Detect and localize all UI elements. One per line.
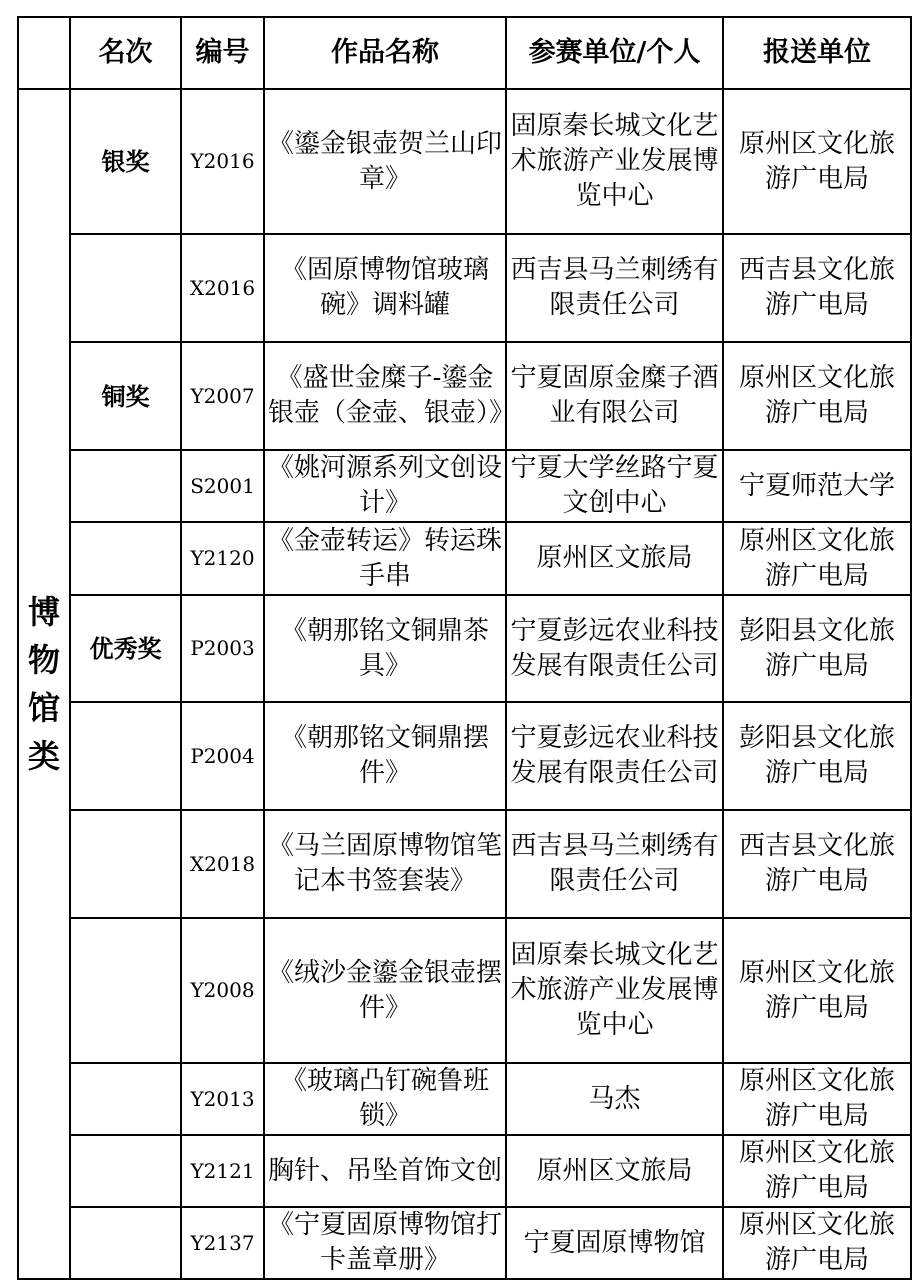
submitter-cell: 宁夏师范大学 [723,450,911,522]
rank-cell [70,1207,181,1279]
rank-cell: 银奖 [70,89,181,234]
rank-cell: 优秀奖 [70,595,181,702]
rank-cell [70,702,181,810]
work-cell: 胸针、吊坠首饰文创 [264,1135,506,1207]
rank-cell [70,810,181,918]
entrant-cell: 宁夏固原博物馆 [506,1207,723,1279]
code-cell: Y2121 [181,1135,264,1207]
table-row [18,89,911,234]
entrant-cell: 宁夏固原金糜子酒业有限公司 [506,342,723,450]
submitter-cell: 彭阳县文化旅游广电局 [723,702,911,810]
header-rank: 名次 [70,17,181,89]
work-cell: 《鎏金银壶贺兰山印章》 [264,89,506,234]
table-row [18,522,911,595]
entrant-cell: 原州区文旅局 [506,522,723,595]
rank-cell [70,522,181,595]
table-row [18,1063,911,1135]
work-cell: 《固原博物馆玻璃碗》调料罐 [264,234,506,342]
entrant-cell: 宁夏彭远农业科技发展有限责任公司 [506,595,723,702]
code-cell: S2001 [181,450,264,522]
header-work: 作品名称 [264,17,506,89]
code-cell: X2016 [181,234,264,342]
entrant-cell: 固原秦长城文化艺术旅游产业发展博览中心 [506,918,723,1063]
work-cell: 《盛世金糜子-鎏金银壶（金壶、银壶）》 [264,342,506,450]
header-entrant: 参赛单位/个人 [506,17,723,89]
entrant-cell: 宁夏彭远农业科技发展有限责任公司 [506,702,723,810]
submitter-cell: 西吉县文化旅游广电局 [723,234,911,342]
table-row [18,342,911,450]
submitter-cell: 原州区文化旅游广电局 [723,1135,911,1207]
table-row [18,918,911,1063]
submitter-cell: 原州区文化旅游广电局 [723,89,911,234]
entrant-cell: 马杰 [506,1063,723,1135]
entrant-cell: 西吉县马兰刺绣有限责任公司 [506,810,723,918]
code-cell: P2004 [181,702,264,810]
header-category [18,17,70,89]
rank-cell [70,1135,181,1207]
entrant-cell: 固原秦长城文化艺术旅游产业发展博览中心 [506,89,723,234]
table-row [18,1135,911,1207]
header-code: 编号 [181,17,264,89]
table-row [18,234,911,342]
table-row [18,702,911,810]
submitter-cell: 原州区文化旅游广电局 [723,918,911,1063]
rank-cell [70,234,181,342]
code-cell: X2018 [181,810,264,918]
award-table [17,16,912,1280]
submitter-cell: 西吉县文化旅游广电局 [723,810,911,918]
code-cell: Y2013 [181,1063,264,1135]
rank-cell [70,1063,181,1135]
entrant-cell: 原州区文旅局 [506,1135,723,1207]
work-cell: 《玻璃凸钉碗鲁班锁》 [264,1063,506,1135]
header-row [18,17,911,89]
work-cell: 《宁夏固原博物馆打卡盖章册》 [264,1207,506,1279]
submitter-cell: 原州区文化旅游广电局 [723,1207,911,1279]
code-cell: P2003 [181,595,264,702]
work-cell: 《绒沙金鎏金银壶摆件》 [264,918,506,1063]
rank-cell [70,450,181,522]
work-cell: 《马兰固原博物馆笔记本书签套装》 [264,810,506,918]
code-cell: Y2016 [181,89,264,234]
work-cell: 《金壶转运》转运珠手串 [264,522,506,595]
table-row [18,1207,911,1279]
table-row [18,810,911,918]
work-cell: 《朝那铭文铜鼎茶具》 [264,595,506,702]
code-cell: Y2008 [181,918,264,1063]
table-row [18,450,911,522]
rank-cell: 铜奖 [70,342,181,450]
header-submitter: 报送单位 [723,17,911,89]
submitter-cell: 彭阳县文化旅游广电局 [723,595,911,702]
submitter-cell: 原州区文化旅游广电局 [723,1063,911,1135]
category-cell [18,89,70,1279]
submitter-cell: 原州区文化旅游广电局 [723,342,911,450]
category-char: 类 [27,737,60,775]
code-cell: Y2120 [181,522,264,595]
work-cell: 《朝那铭文铜鼎摆件》 [264,702,506,810]
work-cell: 《姚河源系列文创设计》 [264,450,506,522]
code-cell: Y2137 [181,1207,264,1279]
table-row [18,595,911,702]
entrant-cell: 西吉县马兰刺绣有限责任公司 [506,234,723,342]
category-char: 博 [27,593,60,631]
category-char: 物 [27,641,60,679]
submitter-cell: 原州区文化旅游广电局 [723,522,911,595]
category-char: 馆 [27,689,60,727]
code-cell: Y2007 [181,342,264,450]
entrant-cell: 宁夏大学丝路宁夏文创中心 [506,450,723,522]
rank-cell [70,918,181,1063]
